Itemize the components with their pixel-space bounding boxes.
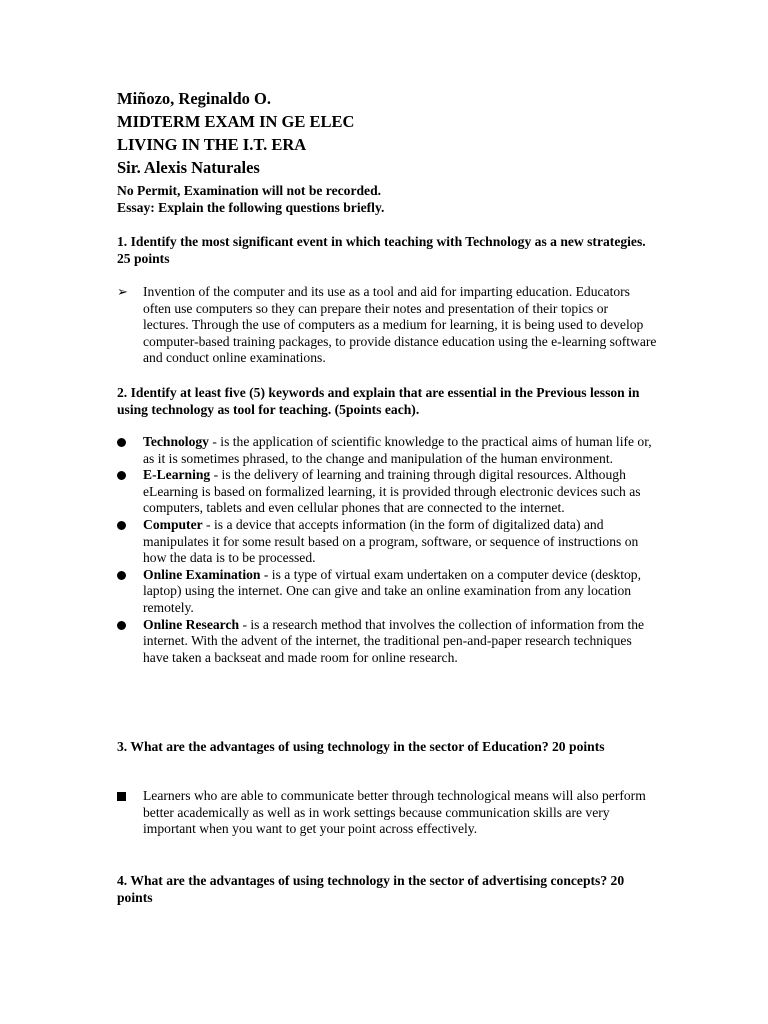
keyword-definition: - is a type of virtual exam undertaken on a computer device (desktop, laptop) using the internet. One can give and take an online examination from any location remotely.	[143, 566, 641, 615]
course-title: LIVING IN THE I.T. ERA	[117, 135, 307, 154]
list-item	[117, 617, 657, 667]
question-4: 4. What are the advantages of using technology in the sector of advertising concepts? 20 points	[117, 873, 625, 905]
disc-bullet-icon	[117, 471, 126, 480]
answer-3-list	[117, 788, 657, 838]
keyword-term: E-Learning	[143, 467, 211, 483]
notice-instructions: Essay: Explain the following questions briefly.	[117, 200, 385, 215]
question-1: 1. Identify the most significant event in which teaching with Technology as a new strategies. 25 points	[117, 234, 646, 266]
question-3: 3. What are the advantages of using technology in the sector of Education? 20 points	[117, 739, 605, 754]
keyword-term: Technology	[143, 434, 209, 449]
disc-bullet-icon	[117, 521, 126, 530]
question-2: 2. Identify at least five (5) keywords and explain that are essential in the Previous lesson in using technology as tool for teaching. (5points each).	[117, 385, 640, 417]
disc-bullet-icon	[117, 571, 126, 580]
keyword-term: Online Examination	[143, 566, 261, 582]
keyword-term: Online Research	[143, 616, 240, 632]
answer-3-text: Learners who are able to communicate better through technological means will also perform better academically as well as in work settings because communication skills are very important when you want to get your point across effectively.	[143, 788, 646, 837]
notice-permit: No Permit, Examination will not be recorded.	[117, 183, 382, 198]
disc-bullet-icon	[117, 438, 126, 447]
keyword-definition: - is a research method that involves the collection of information from the internet. With the advent of the internet, the traditional pen-and-paper research techniques have taken a backseat and made room for online research.	[143, 616, 645, 665]
exam-title: MIDTERM EXAM IN GE ELEC	[117, 112, 355, 131]
answer-1-text: Invention of the computer and its use as a tool and aid for imparting education. Educators often use computers so they can prepare their notes and presentation of their topics or lectures. Through the use of computers as a medium for learning, it is being used to develop computer-based training packages, to provide distance education using the e-learning software and conduct online examinations.	[143, 284, 657, 366]
student-name: Miñozo, Reginaldo O.	[117, 89, 272, 108]
list-item	[117, 284, 657, 367]
keyword-term: Computer	[143, 516, 203, 532]
list-item	[117, 567, 657, 617]
list-item	[117, 788, 657, 838]
keywords-list	[117, 434, 657, 666]
keyword-definition: - is a device that accepts information (in the form of digitalized data) and manipulates it for some result based on a program, software, or sequence of instructions on how the data is to be processed.	[143, 516, 639, 566]
square-bullet-icon	[117, 792, 126, 801]
disc-bullet-icon	[117, 621, 126, 630]
answer-1-list	[117, 284, 657, 367]
exam-notice	[117, 182, 384, 216]
list-item	[117, 467, 657, 517]
document-header	[117, 87, 354, 179]
arrow-bullet-icon: ➢	[117, 284, 128, 299]
instructor-name: Sir. Alexis Naturales	[117, 158, 260, 177]
list-item	[117, 434, 657, 467]
keyword-definition: - is the application of scientific knowledge to the practical aims of human life or, as it is sometimes phrased, to the change and manipulation of the human environment.	[143, 434, 652, 466]
keyword-definition: - is the delivery of learning and training through digital resources. Although eLearning is based on formalized learning, it is provided through electronic devices such as computers, tablets and even cellular phones that are connected to the internet.	[143, 467, 641, 516]
list-item	[117, 517, 657, 567]
